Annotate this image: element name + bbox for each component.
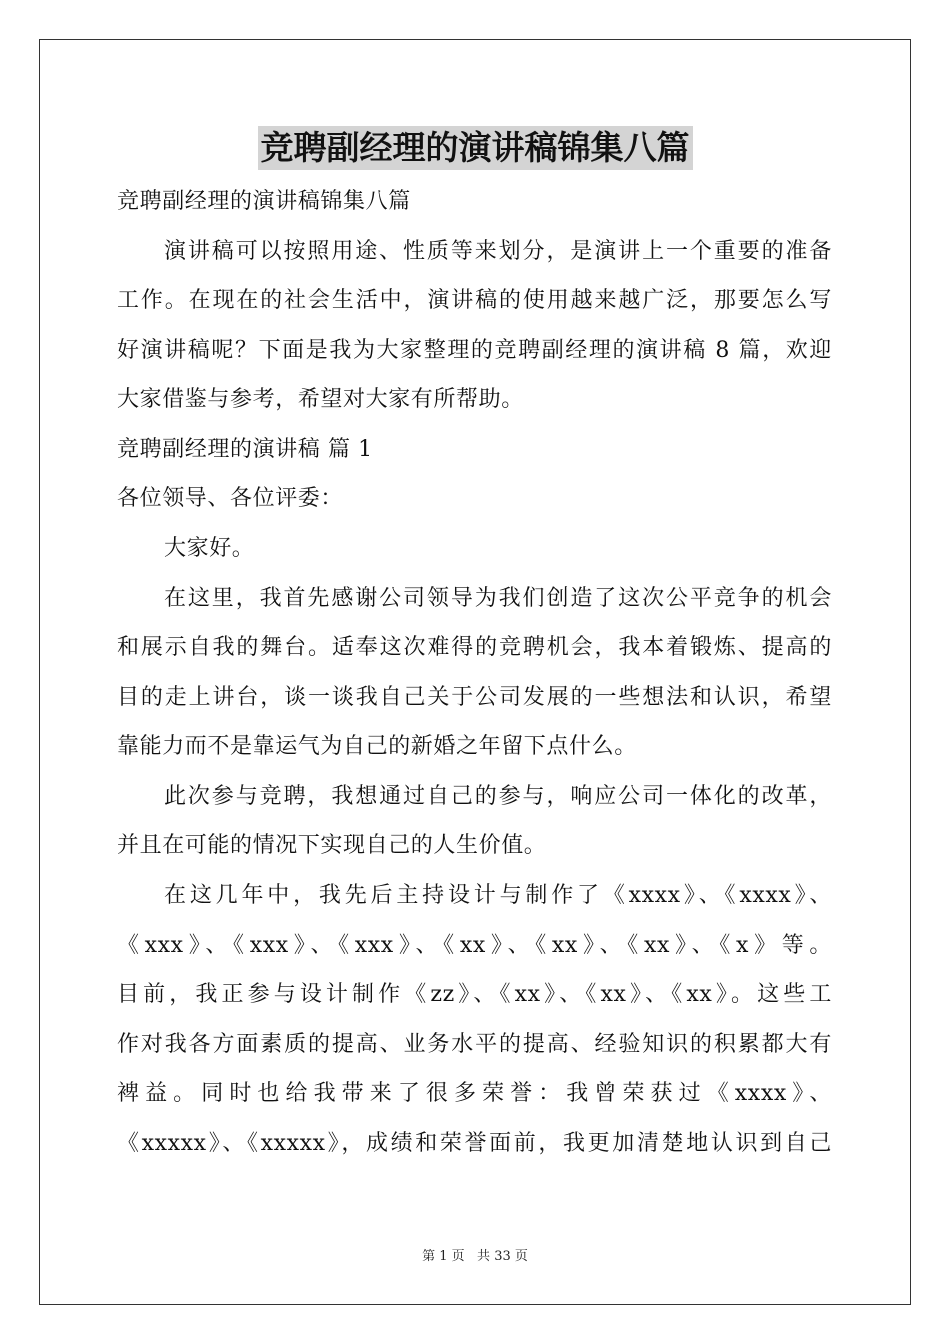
paragraph-line: 竞聘副经理的演讲稿 篇 1: [117, 437, 373, 462]
paragraph-line: 《xxx》、《xxx》、《xxx》、《xx》、《xx》、《xx》、《x》等。: [117, 933, 832, 958]
page-border: [39, 39, 911, 1305]
paragraph-line: 大家好。: [164, 536, 255, 561]
paragraph-line: 并且在可能的情况下实现自己的人生价值。: [117, 833, 547, 858]
document-title: 竞聘副经理的演讲稿锦集八篇: [258, 126, 693, 170]
paragraph-line: 靠能力而不是靠运气为自己的新婚之年留下点什么。: [117, 734, 637, 759]
paragraph-line: 作对我各方面素质的提高、业务水平的提高、经验知识的积累都大有: [117, 1032, 832, 1057]
page-footer: 第 1 页 共 33 页: [422, 1249, 528, 1264]
paragraph-line: 好演讲稿呢？下面是我为大家整理的竞聘副经理的演讲稿 8 篇，欢迎: [117, 338, 832, 363]
paragraph-line: 大家借鉴与参考，希望对大家有所帮助。: [117, 387, 524, 412]
paragraph-line: 演讲稿可以按照用途、性质等来划分，是演讲上一个重要的准备: [164, 239, 832, 264]
paragraph-line: 各位领导、各位评委：: [117, 486, 344, 511]
paragraph-line: 在这里，我首先感谢公司领导为我们创造了这次公平竞争的机会: [164, 586, 832, 611]
paragraph-line: 工作。在现在的社会生活中，演讲稿的使用越来越广泛，那要怎么写: [117, 288, 832, 313]
paragraph-line: 目的走上讲台，谈一谈我自己关于公司发展的一些想法和认识，希望: [117, 685, 832, 710]
paragraph-line: 在这几年中，我先后主持设计与制作了《xxxx》、《xxxx》、: [164, 883, 832, 908]
paragraph-line: 目前，我正参与设计制作《zz》、《xx》、《xx》、《xx》。这些工: [117, 982, 832, 1007]
paragraph-line: 竞聘副经理的演讲稿锦集八篇: [117, 189, 411, 214]
paragraph-line: 和展示自我的舞台。适奉这次难得的竞聘机会，我本着锻炼、提高的: [117, 635, 832, 660]
paragraph-line: 《xxxxx》、《xxxxx》，成绩和荣誉面前，我更加清楚地认识到自己: [117, 1131, 832, 1156]
paragraph-line: 此次参与竞聘，我想通过自己的参与，响应公司一体化的改革，: [164, 784, 832, 809]
paragraph-line: 裨益。同时也给我带来了很多荣誉：我曾荣获过《xxxx》、: [117, 1081, 832, 1106]
title-block: [0, 126, 950, 170]
